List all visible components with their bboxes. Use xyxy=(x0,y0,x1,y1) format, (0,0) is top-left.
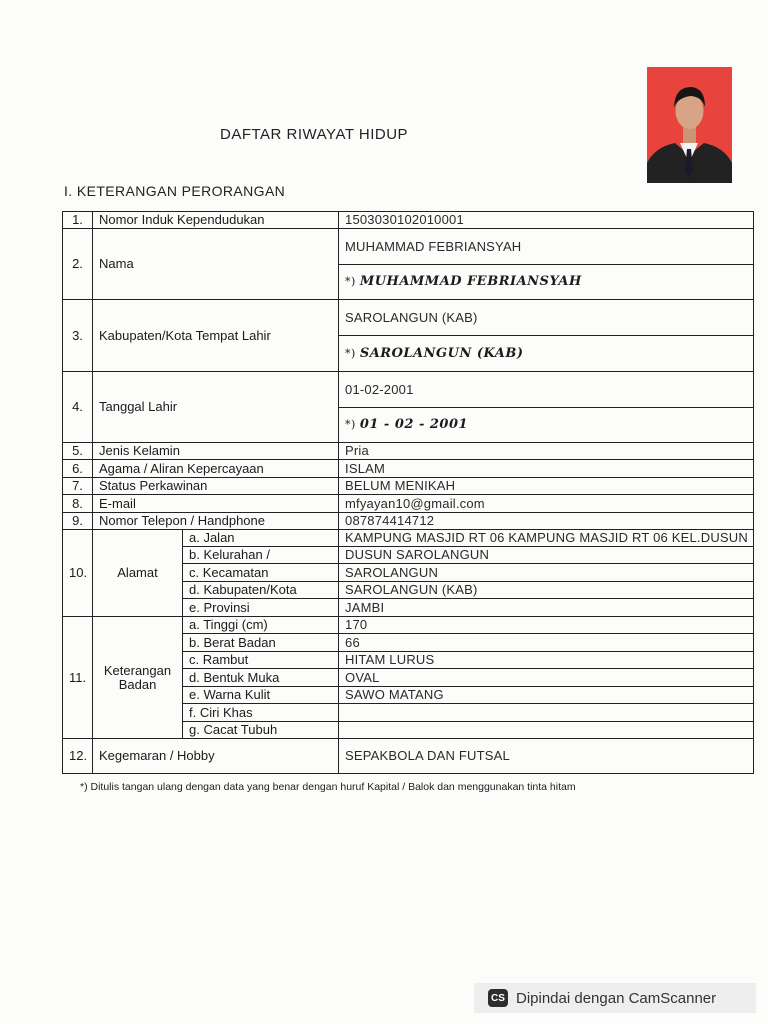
table-row xyxy=(63,495,754,513)
field-label: Nomor Telepon / Handphone xyxy=(93,513,339,530)
row-number: 8. xyxy=(63,495,93,513)
field-label: Nomor Induk Kependudukan xyxy=(93,212,339,229)
field-label: Tanggal Lahir xyxy=(93,372,339,443)
table-row xyxy=(63,460,754,478)
row-number: 7. xyxy=(63,478,93,495)
handwritten-marker: *) xyxy=(345,275,356,288)
sub-field-label: e. Warna Kulit xyxy=(183,687,339,704)
field-value: 01-02-2001 xyxy=(339,372,754,408)
sub-field-label: b. Berat Badan xyxy=(183,634,339,652)
sub-field-label: d. Bentuk Muka xyxy=(183,669,339,687)
sub-field-label: e. Provinsi xyxy=(183,599,339,617)
sub-field-label: a. Tinggi (cm) xyxy=(183,617,339,634)
field-value xyxy=(339,704,754,722)
sub-field-label: f. Ciri Khas xyxy=(183,704,339,722)
field-value: KAMPUNG MASJID RT 06 KAMPUNG MASJID RT 06 KEL.DUSUN xyxy=(339,530,754,547)
table-row xyxy=(63,513,754,530)
sub-field-label: d. Kabupaten/Kota xyxy=(183,582,339,599)
field-value: SAROLANGUN (KAB) xyxy=(339,300,754,336)
field-label-line: Badan xyxy=(118,676,157,692)
field-label: Kabupaten/Kota Tempat Lahir xyxy=(93,300,339,372)
sub-field-label: b. Kelurahan / xyxy=(183,547,339,564)
table-row xyxy=(63,229,754,265)
row-number: 4. xyxy=(63,372,93,443)
field-value: MUHAMMAD FEBRIANSYAH xyxy=(339,229,754,265)
row-number: 2. xyxy=(63,229,93,300)
row-number: 3. xyxy=(63,300,93,372)
section-title: I. KETERANGAN PERORANGAN xyxy=(64,183,286,199)
field-value: JAMBI xyxy=(339,599,754,617)
footnote: *) Ditulis tangan ulang dengan data yang benar dengan huruf Kapital / Balok dan menggunakan tinta hitam xyxy=(80,781,576,793)
field-value: SAROLANGUN (KAB) xyxy=(339,582,754,599)
field-value: mfyayan10@gmail.com xyxy=(339,495,754,513)
table-row xyxy=(63,300,754,336)
field-value: Pria xyxy=(339,443,754,460)
field-label xyxy=(93,617,183,739)
field-value: 170 xyxy=(339,617,754,634)
row-number: 11. xyxy=(63,617,93,739)
row-number: 9. xyxy=(63,513,93,530)
field-value: 1503030102010001 xyxy=(339,212,754,229)
table-row xyxy=(63,530,754,547)
field-value: OVAL xyxy=(339,669,754,687)
field-value: SAWO MATANG xyxy=(339,687,754,704)
table-row xyxy=(63,212,754,229)
sub-field-label: a. Jalan xyxy=(183,530,339,547)
sub-field-label: c. Kecamatan xyxy=(183,564,339,582)
table-row xyxy=(63,739,754,774)
field-value: 66 xyxy=(339,634,754,652)
handwritten-text: MUHAMMAD FEBRIANSYAH xyxy=(359,274,582,289)
field-value: ISLAM xyxy=(339,460,754,478)
field-value: SAROLANGUN xyxy=(339,564,754,582)
sub-field-label: c. Rambut xyxy=(183,652,339,669)
row-number: 12. xyxy=(63,739,93,774)
table-row xyxy=(63,478,754,495)
field-label: Alamat xyxy=(93,530,183,617)
handwritten-text: 01 - 02 - 2001 xyxy=(359,417,469,432)
handwritten-marker: *) xyxy=(345,346,356,360)
field-value: DUSUN SAROLANGUN xyxy=(339,547,754,564)
table-row xyxy=(63,372,754,408)
field-label: Nama xyxy=(93,229,339,300)
camscanner-logo-icon: CS xyxy=(488,989,508,1007)
personal-info-table xyxy=(62,211,754,774)
handwritten-marker: *) xyxy=(345,418,356,431)
row-number: 6. xyxy=(63,460,93,478)
field-label-line: Keterangan xyxy=(103,662,172,678)
field-label: Jenis Kelamin xyxy=(93,443,339,460)
field-value: BELUM MENIKAH xyxy=(339,478,754,495)
field-label: Agama / Aliran Kepercayaan xyxy=(93,460,339,478)
row-number: 1. xyxy=(63,212,93,229)
handwritten-entry xyxy=(339,408,754,443)
field-label: E-mail xyxy=(93,495,339,513)
handwritten-entry xyxy=(339,265,754,300)
field-label: Status Perkawinan xyxy=(93,478,339,495)
field-value: HITAM LURUS xyxy=(339,652,754,669)
document-title: DAFTAR RIWAYAT HIDUP xyxy=(220,126,409,143)
profile-photo xyxy=(647,67,732,183)
table-row xyxy=(63,443,754,460)
row-number: 10. xyxy=(63,530,93,617)
handwritten-entry xyxy=(339,336,754,372)
camscanner-watermark xyxy=(474,983,756,1013)
watermark-text: Dipindai dengan CamScanner xyxy=(516,989,717,1007)
field-label: Kegemaran / Hobby xyxy=(93,739,339,774)
sub-field-label: g. Cacat Tubuh xyxy=(183,722,339,739)
table-row xyxy=(63,617,754,634)
field-value xyxy=(339,722,754,739)
field-value: SEPAKBOLA DAN FUTSAL xyxy=(339,739,754,774)
row-number: 5. xyxy=(63,443,93,460)
field-value: 087874414712 xyxy=(339,513,754,530)
handwritten-text: SAROLANGUN (KAB) xyxy=(359,345,524,361)
